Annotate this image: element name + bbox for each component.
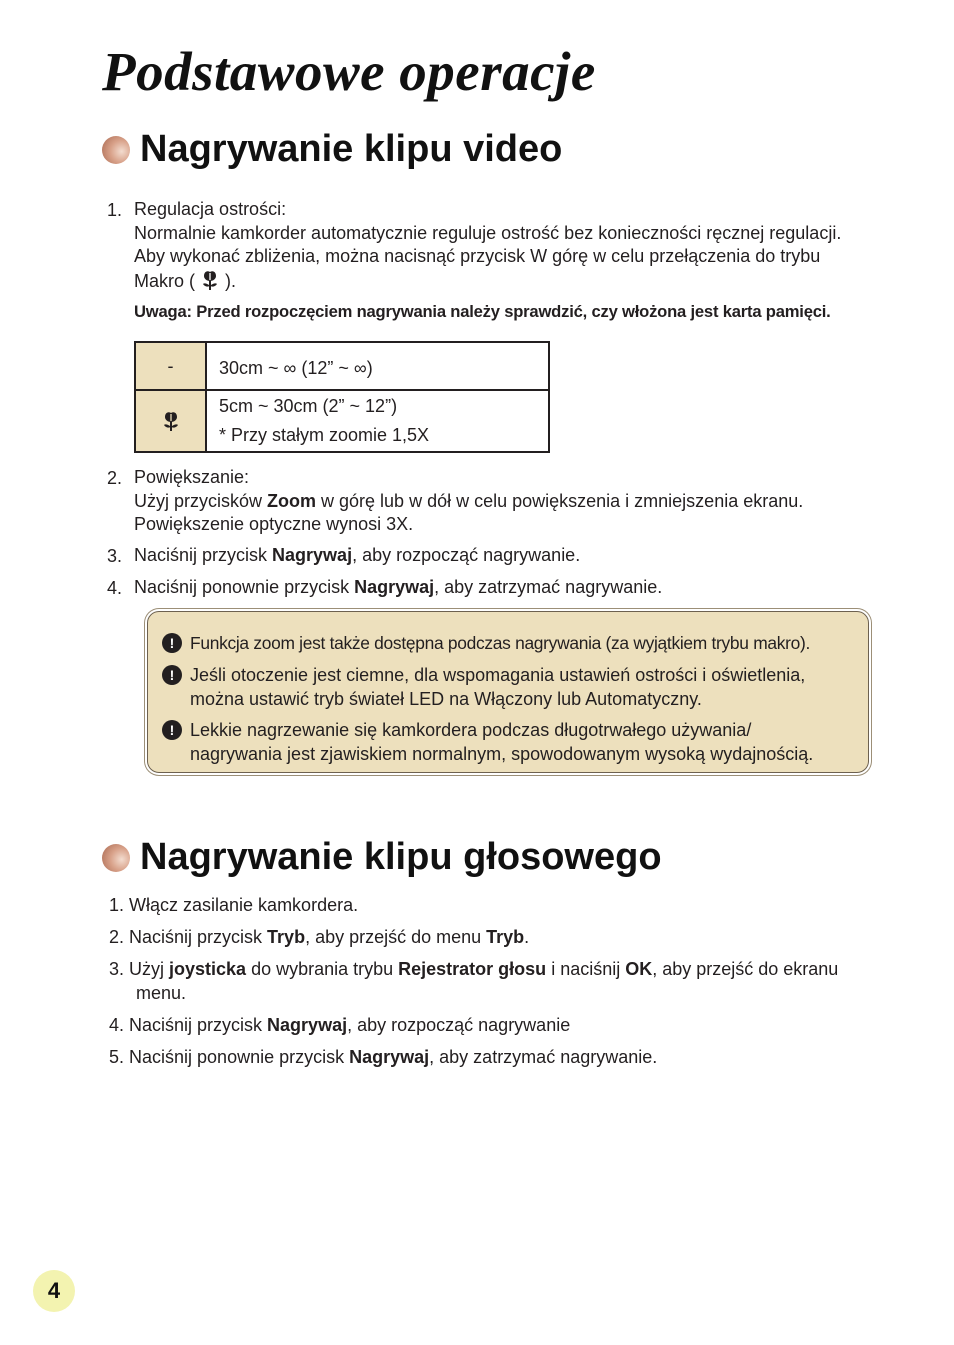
item-text: Naciśnij ponownie przycisk (134, 577, 355, 597)
item-bold: Zoom (267, 490, 317, 511)
exclamation-icon: ! (162, 633, 182, 653)
exclamation-icon: ! (162, 665, 182, 685)
item-text: 3. Użyj (109, 959, 170, 979)
item-text: , aby rozpocząć nagrywanie. (352, 545, 581, 565)
section-heading-video (102, 128, 562, 171)
tip-line: Lekkie nagrzewanie się kamkordera podczas długotrwałego używania/ (190, 720, 752, 740)
list-item-stop (134, 576, 662, 600)
table-row (135, 342, 549, 390)
list-number: 3. (107, 546, 123, 566)
tip-line: można ustawić tryb świateł LED na Włączony lub Automatyczny. (190, 688, 702, 709)
item-heading: Powiększanie: (134, 467, 250, 487)
table-value-cell (206, 342, 549, 390)
page-number: 4 (33, 1270, 75, 1312)
item-line (134, 269, 841, 294)
list-number: 2. (107, 468, 123, 488)
item-bold: Tryb (267, 927, 306, 947)
tip-line: nagrywania jest zjawiskiem normalnym, spowodowanym wysoką wydajnością. (190, 743, 814, 764)
list-item (109, 1046, 657, 1070)
item-bold: joysticka (169, 959, 247, 979)
item-text: do wybrania trybu (246, 959, 399, 979)
item-text: , aby przejść do ekranu (652, 959, 839, 979)
item-text: 2. Naciśnij przycisk (109, 927, 268, 947)
range-value: 30cm ~ ∞ (12” ~ ∞) (219, 358, 373, 378)
range-value: 5cm ~ 30cm (2” ~ 12”) (219, 396, 398, 416)
item-bold: Rejestrator głosu (398, 959, 547, 979)
page-title: Podstawowe operacje (102, 41, 596, 102)
list-number: 4. (107, 578, 123, 598)
list-number: 1. (107, 200, 123, 220)
item-text: ). (225, 270, 237, 291)
item-line: menu. (136, 982, 187, 1003)
list-item-focus (134, 198, 841, 293)
list-item-zoom (134, 466, 803, 537)
list-item: 1. Włącz zasilanie kamkordera. (109, 895, 359, 915)
item-bold: OK (625, 959, 653, 979)
list-item (109, 1014, 570, 1038)
macro-flower-icon (200, 269, 220, 291)
item-text: 5. Naciśnij ponownie przycisk (109, 1047, 350, 1067)
item-text: w górę lub w dół w celu powiększenia i zmniejszenia ekranu. (316, 490, 804, 511)
table-value-cell (206, 390, 549, 452)
list-item (109, 926, 529, 950)
item-text: , aby przejść do menu (305, 927, 487, 947)
focus-range-table (134, 341, 550, 453)
exclamation-icon: ! (162, 720, 182, 740)
tip-line: Jeśli otoczenie jest ciemne, dla wspomagania ustawień ostrości i oświetlenia, (190, 665, 806, 685)
range-footnote: * Przy stałym zoomie 1,5X (219, 425, 430, 445)
tip-text (190, 664, 805, 711)
section-title: Nagrywanie klipu głosowego (140, 836, 662, 878)
list-item-record (134, 544, 580, 568)
item-bold: Nagrywaj (272, 545, 353, 565)
table-mode-cell: - (135, 342, 206, 390)
bullet-dot-icon (102, 136, 130, 164)
item-heading: Regulacja ostrości: (134, 199, 287, 219)
tip-text: Funkcja zoom jest także dostępna podczas nagrywania (za wyjątkiem trybu makro). (190, 633, 811, 653)
item-line (134, 490, 803, 514)
table-mode-cell (135, 390, 206, 452)
section-heading-voice (102, 836, 662, 879)
item-bold: Nagrywaj (267, 1015, 348, 1035)
item-text: , aby rozpocząć nagrywanie (347, 1015, 571, 1035)
table-row (135, 390, 549, 452)
item-text: Użyj przycisków (134, 490, 268, 511)
tip-text (190, 719, 813, 766)
warning-note: Uwaga: Przed rozpoczęciem nagrywania należy sprawdzić, czy włożona jest karta pamięci. (134, 302, 831, 321)
item-line: Powiększenie optyczne wynosi 3X. (134, 514, 414, 534)
item-text: 4. Naciśnij przycisk (109, 1015, 268, 1035)
macro-flower-icon (161, 409, 181, 433)
item-bold: Nagrywaj (349, 1047, 430, 1067)
tips-box (147, 611, 869, 773)
section-title: Nagrywanie klipu video (140, 128, 563, 170)
item-text: Naciśnij przycisk (134, 545, 273, 565)
item-line: Normalnie kamkorder automatycznie reguluje ostrość bez konieczności ręcznej regulacji. (134, 222, 842, 243)
item-bold: Nagrywaj (354, 577, 435, 597)
item-text: Makro ( (134, 270, 196, 291)
item-bold: Tryb (486, 927, 525, 947)
item-line: Aby wykonać zbliżenia, można nacisnąć przycisk W górę w celu przełączenia do trybu (134, 246, 821, 266)
item-text: , aby zatrzymać nagrywanie. (434, 577, 663, 597)
bullet-dot-icon (102, 844, 130, 872)
item-text: i naciśnij (546, 959, 626, 979)
list-item (109, 958, 838, 1005)
item-text: . (524, 927, 530, 947)
item-text: , aby zatrzymać nagrywanie. (429, 1047, 658, 1067)
